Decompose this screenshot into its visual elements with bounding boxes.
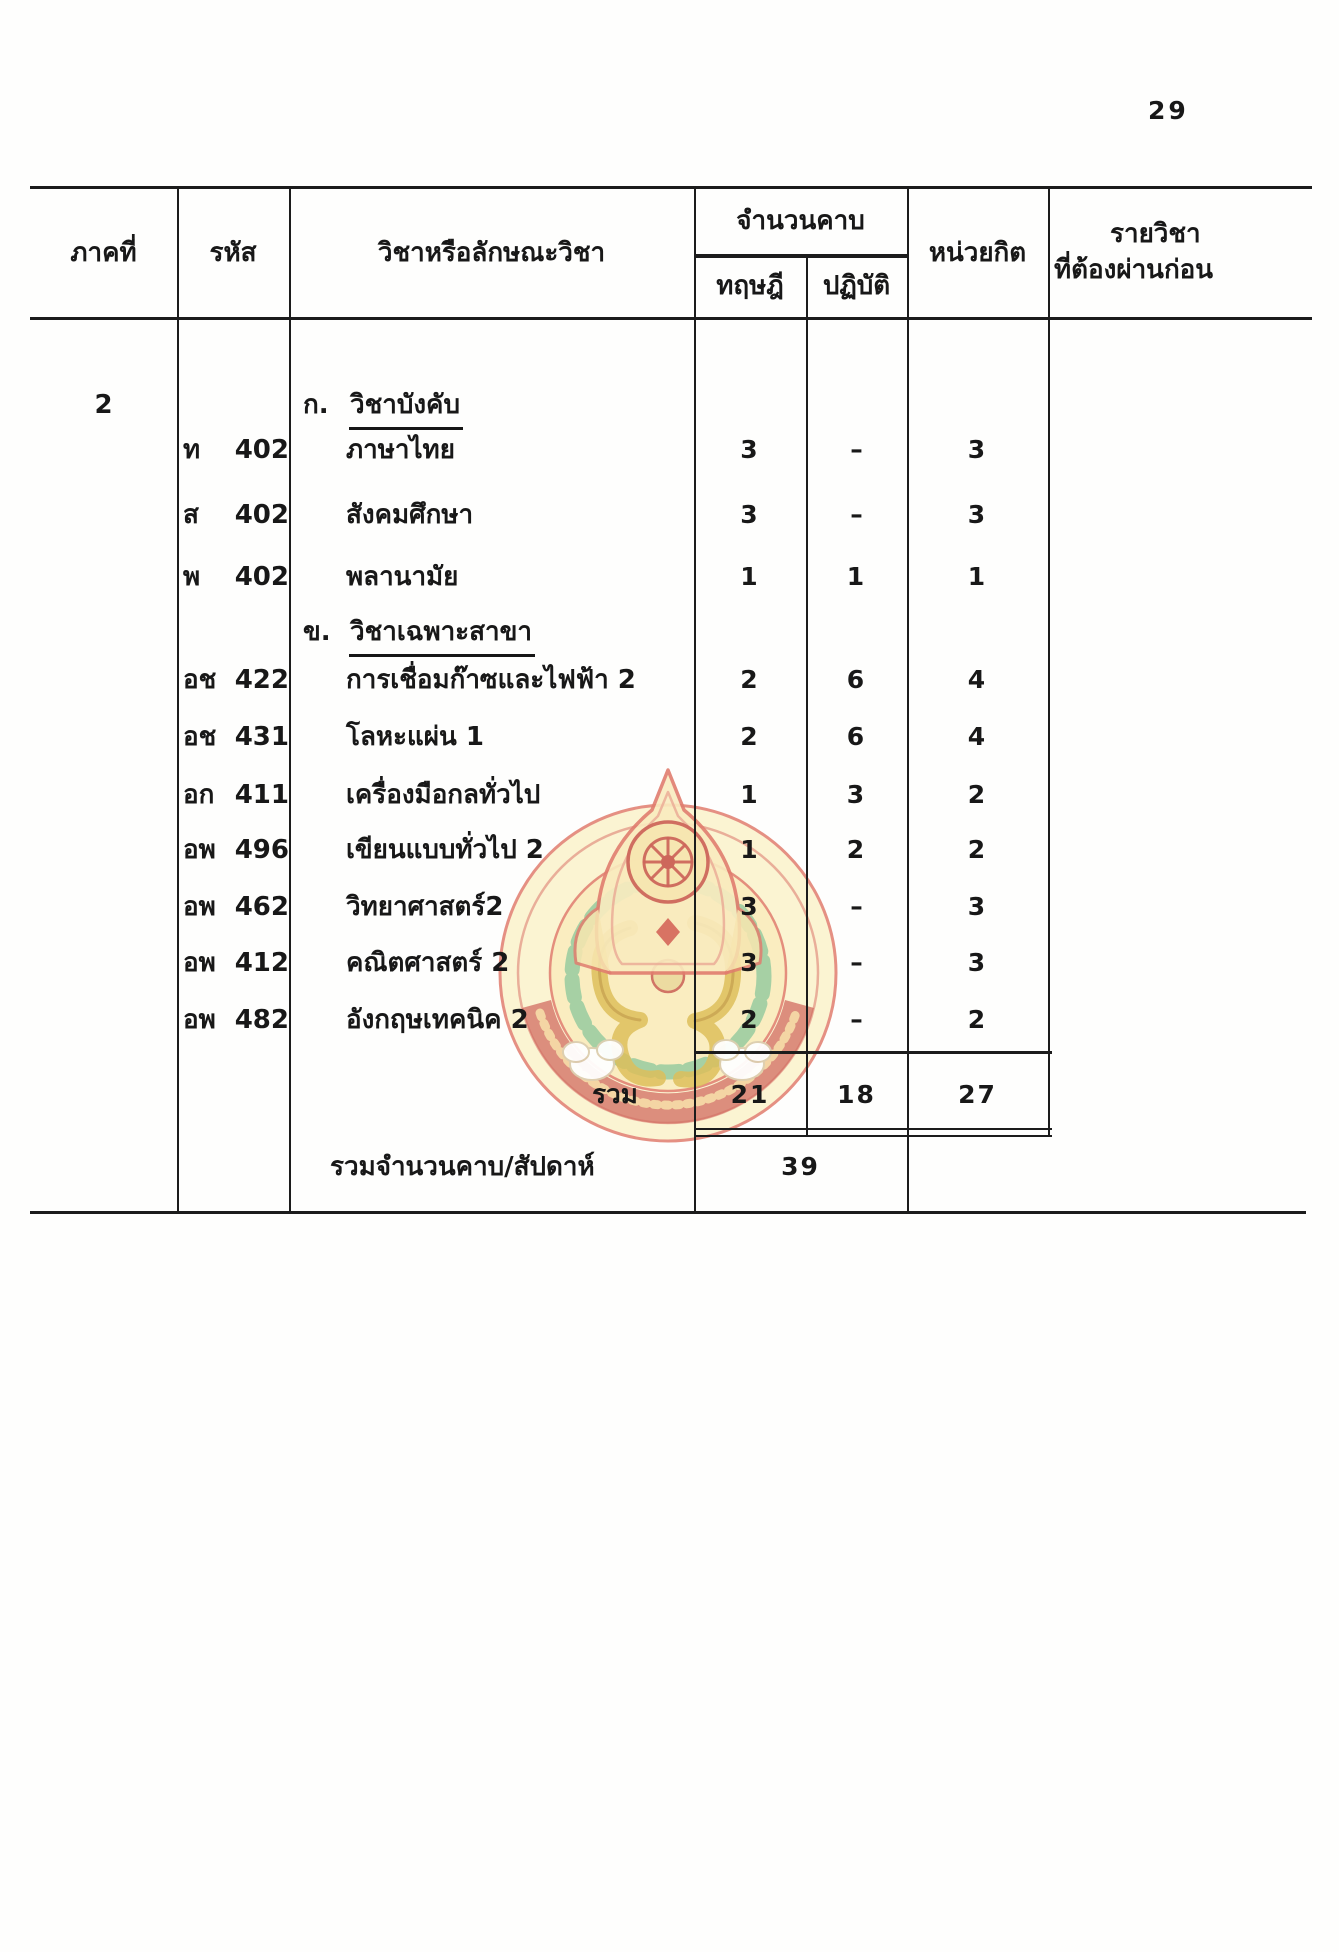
table-row — [0, 660, 1339, 700]
header-prerequisite-line2: ที่ต้องผ่านก่อน — [1054, 255, 1214, 285]
theory-periods: 1 — [740, 562, 760, 591]
table-row — [0, 887, 1339, 927]
page-number: 29 — [1148, 96, 1189, 125]
theory-periods: 2 — [740, 722, 760, 751]
theory-periods: 3 — [740, 892, 760, 921]
credit-units: 1 — [967, 562, 988, 591]
header-practice: ปฏิบัติ — [822, 271, 891, 301]
practice-periods: – — [850, 1005, 863, 1034]
credit-units: 3 — [967, 892, 988, 921]
theory-periods: 3 — [740, 500, 760, 529]
theory-periods: 1 — [740, 835, 760, 864]
practice-periods: 1 — [846, 562, 867, 591]
totals-row — [0, 1075, 1339, 1115]
credit-units: 2 — [967, 835, 988, 864]
course-code: พ 402 — [183, 562, 289, 592]
course-code: อพ 412 — [183, 948, 289, 978]
table-row — [0, 495, 1339, 535]
section-prefix: ข. — [303, 617, 331, 647]
theory-periods: 2 — [740, 1005, 760, 1034]
course-name: ภาษาไทย — [346, 435, 455, 465]
course-code: อช 422 — [183, 665, 289, 695]
practice-periods: – — [850, 948, 863, 977]
theory-periods: 3 — [740, 435, 760, 464]
table-bottom-rule — [30, 1211, 1306, 1214]
table-row — [0, 1000, 1339, 1040]
course-code: อพ 496 — [183, 835, 289, 865]
totals-box-top-rule — [694, 1051, 1052, 1054]
table-row — [0, 775, 1339, 815]
practice-periods: 3 — [846, 780, 867, 809]
practice-periods: 2 — [846, 835, 867, 864]
header-subject: วิชาหรือลักษณะวิชา — [377, 237, 606, 268]
header-prerequisite — [1048, 187, 1312, 317]
practice-periods: 6 — [846, 665, 867, 694]
table-row — [0, 830, 1339, 870]
course-name: การเชื่อมก๊าซและไฟฟ้า 2 — [346, 665, 636, 695]
practice-periods: – — [850, 892, 863, 921]
section-title: วิชาเฉพาะสาขา — [349, 612, 535, 657]
section-title: วิชาบังคับ — [349, 385, 463, 430]
credit-units: 3 — [967, 435, 988, 464]
credit-units: 2 — [967, 780, 988, 809]
credit-units: 2 — [967, 1005, 988, 1034]
section-row-compulsory — [0, 385, 1339, 425]
table-row — [0, 430, 1339, 470]
total-practice-periods: 18 — [837, 1080, 876, 1109]
course-name: อังกฤษเทคนิค 2 — [346, 1005, 529, 1035]
course-name: วิทยาศาสตร์2 — [346, 892, 504, 922]
theory-periods: 3 — [740, 948, 760, 977]
weekly-total-value: 39 — [781, 1152, 820, 1181]
course-name: คณิตศาสตร์ 2 — [346, 948, 510, 978]
term-number-cell: 2 — [94, 390, 113, 420]
header-bottom-rule — [30, 317, 1312, 320]
course-code: ส 402 — [183, 500, 289, 530]
credit-units: 4 — [967, 722, 988, 751]
totals-box-double-rule-2 — [694, 1135, 1052, 1137]
section-row-major — [0, 612, 1339, 652]
credit-units: 4 — [967, 665, 988, 694]
header-prerequisite-line1: รายวิชา — [1110, 219, 1201, 249]
course-code: อพ 482 — [183, 1005, 289, 1035]
course-code: อก 411 — [183, 780, 289, 810]
weekly-total-label: รวมจำนวนคาบ/สัปดาห์ — [330, 1152, 595, 1182]
total-theory-periods: 21 — [730, 1080, 770, 1109]
totals-label: รวม — [592, 1080, 638, 1110]
practice-periods: – — [850, 435, 863, 464]
header-theory: ทฤษฎี — [716, 271, 784, 301]
header-periods: จำนวนคาบ — [736, 205, 865, 236]
course-name: พลานามัย — [346, 562, 459, 592]
theory-periods: 1 — [740, 780, 760, 809]
header-code: รหัส — [209, 237, 257, 268]
weekly-total-row — [0, 1147, 1339, 1187]
course-name: สังคมศึกษา — [346, 500, 474, 530]
course-code: อพ 462 — [183, 892, 289, 922]
course-code: ท 402 — [183, 435, 289, 465]
table-row — [0, 943, 1339, 983]
total-credit-units: 27 — [958, 1080, 997, 1109]
header-term: ภาคที่ — [70, 237, 137, 268]
section-prefix: ก. — [303, 390, 329, 420]
credit-units: 3 — [967, 948, 988, 977]
course-code: อช 431 — [183, 722, 289, 752]
course-name: เครื่องมือกลทั่วไป — [346, 780, 541, 810]
credit-units: 3 — [967, 500, 988, 529]
practice-periods: 6 — [846, 722, 867, 751]
table-row — [0, 717, 1339, 757]
theory-periods: 2 — [740, 665, 760, 694]
totals-box-double-rule-1 — [694, 1128, 1052, 1130]
table-row — [0, 557, 1339, 597]
practice-periods: – — [850, 500, 863, 529]
course-name: โลหะแผ่น 1 — [346, 722, 484, 752]
header-credits: หน่วยกิต — [928, 237, 1027, 268]
course-name: เขียนแบบทั่วไป 2 — [346, 835, 544, 865]
